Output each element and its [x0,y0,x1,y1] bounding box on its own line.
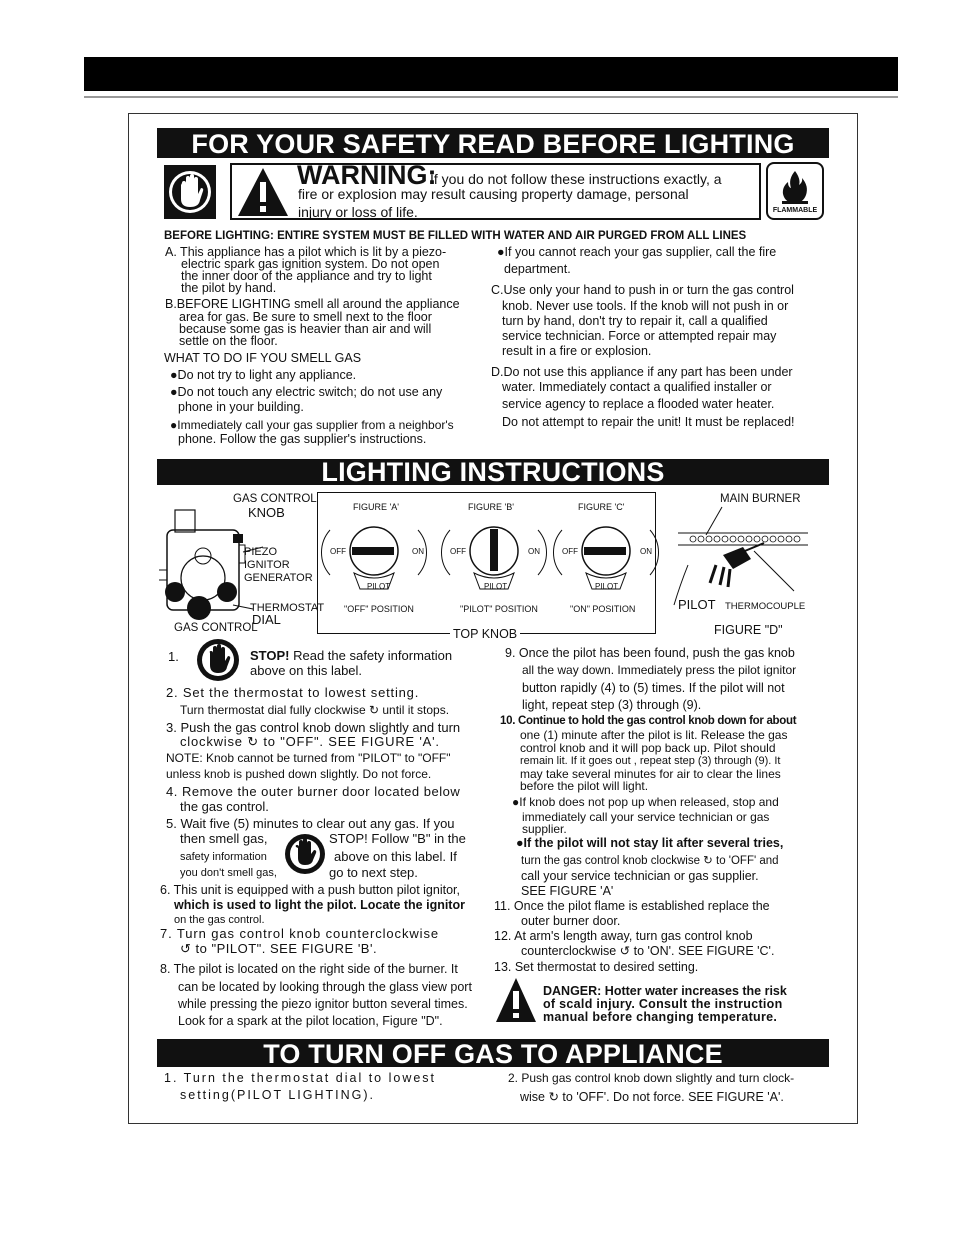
bullet-pilot-b: turn the gas control knob clockwise ↻ to 'OFF' and [521,855,779,867]
text-c-3: turn by hand, don't try to repair it, call a qualified [502,314,768,328]
step-1-text-a: Read the safety information [289,648,453,663]
step-9-text-b: all the way down. Immediately press the pilot ignitor [522,663,797,677]
smell-bullet-3b: phone. Follow the gas supplier's instructions. [178,432,427,446]
step-8-text-d: Look for a spark at the pilot location, Figure "D". [178,1014,443,1028]
step-9-text-a: 9. Once the pilot has been found, push the gas knob [505,646,795,660]
step-5-text-b: then smell gas, [180,831,268,846]
label-pilot: PILOT [678,597,716,612]
step-9-text-d: light, repeat step (3) through (9). [522,698,702,712]
text-a-3: the inner door of the appliance and try to light [181,269,432,283]
flammable-icon [766,162,824,220]
label-thermocouple: THERMOCOUPLE [725,601,806,612]
step-6-text-c: on the gas control. [174,914,265,926]
knob-a-off: OFF [330,547,346,556]
label-figure-c: FIGURE 'C' [578,502,625,512]
text-r-1b: department. [504,262,571,276]
warning-triangle-icon [236,166,290,218]
step-4-text-b: the gas control. [180,799,269,814]
step-6-text-b: which is used to light the pilot. Locate the ignitor [174,898,465,912]
label-main-burner: MAIN BURNER [720,493,801,505]
step-10-text-a: 10. Continue to hold the gas control knob down for about [500,715,797,727]
bullet-pilot-d: SEE FIGURE 'A' [521,884,614,898]
knob-b-off: OFF [450,547,466,556]
danger-triangle-icon [494,976,538,1024]
step-10-text-d: remain lit. If it goes out , repeat step (3) through (9). It [520,755,781,767]
knob-c-off: OFF [562,547,578,556]
bullet-knob-a: ●If knob does not pop up when released, stop and [512,795,779,809]
bullet-pilot-a: ●If the pilot will not stay lit after several tries, [516,836,784,850]
label-gas-control-knob-2: KNOB [248,505,285,520]
text-b-4: settle on the floor. [179,334,278,348]
label-thermostat-1: THERMOSTAT [250,602,325,614]
top-rule [84,96,898,98]
turn-off-step-2a: 2. Push gas control knob down slightly and turn clock- [508,1071,795,1085]
step-8-text-a: 8. The pilot is located on the right side of the burner. It [160,962,458,976]
knob-c-on: ON [640,547,652,556]
step-3-text-a: 3. Push the gas control knob down slightly and turn [166,720,461,735]
label-off-position: "OFF" POSITION [344,604,414,614]
label-piezo-2: IGNITOR [244,559,290,571]
knob-b-pilot: PILOT [484,582,508,591]
label-pilot-position: "PILOT" POSITION [460,604,538,614]
danger-line-2: of scald injury. Consult the instruction [543,997,783,1011]
text-a-1: A. This appliance has a pilot which is lit by a piezo- [165,245,447,259]
label-piezo-1: PIEZO [244,546,278,558]
text-d-4: Do not attempt to repair the unit! It must be replaced! [502,415,795,429]
step-5-text-f: you don't smell gas, [180,867,277,879]
text-b-3: because some gas is heavier than air and will [179,322,432,336]
text-d-2: water. Immediately contact a qualified installer or [502,380,772,394]
step-9-text-c: button rapidly (4) to (5) times. If the pilot will not [522,681,785,695]
step-8-text-c: while pressing the piezo ignitor button several times. [178,997,468,1011]
step-12-text-b: counterclockwise ↺ to 'ON'. SEE FIGURE 'C'. [521,944,775,958]
text-d-1: D.Do not use this appliance if any part has been under [491,365,793,379]
lighting-header: LIGHTING INSTRUCTIONS [157,459,829,485]
step-2-text-a: 2. Set the thermostat to lowest setting. [166,685,420,700]
smell-gas-heading: WHAT TO DO IF YOU SMELL GAS [164,351,362,365]
top-black-bar [84,57,898,91]
stop-hand-icon [164,165,216,219]
note-line-2: unless knob is pushed down slightly. Do not force. [166,767,432,781]
text-r-1a: ●If you cannot reach your gas supplier, call the fire [497,245,777,259]
warning-line-1: If you do not follow these instructions exactly, a [430,171,722,187]
warning-line-2: fire or explosion may result causing property damage, personal [298,186,689,202]
label-figure-d: FIGURE "D" [714,623,783,637]
step-5-text-a: 5. Wait five (5) minutes to clear out any gas. If you [166,816,455,831]
knob-c-pilot: PILOT [595,582,619,591]
label-top-knob: TOP KNOB [450,627,520,641]
label-on-position: "ON" POSITION [570,604,636,614]
text-a-4: the pilot by hand. [181,281,277,295]
step-7-text-a: 7. Turn gas control knob counterclockwise [160,926,439,941]
step-3-text-b: clockwise ↻ to "OFF". SEE FIGURE 'A'. [180,734,440,749]
text-c-1: C.Use only your hand to push in or turn the gas control [491,283,794,297]
label-gas-control-knob-1: GAS CONTROL [233,493,317,505]
warning-line-3: injury or loss of life. [298,204,418,220]
turn-off-header: TO TURN OFF GAS TO APPLIANCE [157,1039,829,1067]
stop-hand-icon-step5 [283,832,327,876]
knob-b-on: ON [528,547,540,556]
danger-line-3: manual before changing temperature. [543,1010,778,1024]
turn-off-step-1a: 1. Turn the thermostat dial to lowest [164,1071,437,1085]
bullet-knob-b: immediately call your service technician or gas [522,810,770,824]
knob-a-pilot: PILOT [367,582,391,591]
step-6-text-a: 6. This unit is equipped with a push button pilot ignitor, [160,883,460,897]
step-4-text-a: 4. Remove the outer burner door located below [166,784,461,799]
turn-off-step-1b: setting(PILOT LIGHTING). [180,1088,376,1102]
step-10-text-b: one (1) minute after the pilot is lit. Release the gas [520,728,788,742]
smell-bullet-2a: ●Do not touch any electric switch; do not use any [170,385,443,399]
step-10-text-c: control knob and it will pop back up. Pilot should [520,741,776,755]
step-1-stop: STOP! [250,648,290,663]
label-figure-b: FIGURE 'B' [468,502,514,512]
before-lighting-notice: BEFORE LIGHTING: ENTIRE SYSTEM MUST BE FILLED WITH WATER AND AIR PURGED FROM ALL LINES [164,230,747,242]
label-piezo-3: GENERATOR [244,572,313,584]
step-12-text-a: 12. At arm's length away, turn gas control knob [494,929,753,943]
note-line-1: NOTE: Knob cannot be turned from "PILOT" to "OFF" [166,751,451,765]
step-7-text-b: ↺ to "PILOT". SEE FIGURE 'B'. [180,941,378,956]
text-b-1: B.BEFORE LIGHTING smell all around the appliance [165,297,460,311]
smell-bullet-2b: phone in your building. [178,400,304,414]
step-11-text-b: outer burner door. [521,914,621,928]
smell-bullet-1: ●Do not try to light any appliance. [170,368,357,382]
step-10-text-f: before the pilot will light. [520,779,649,793]
step-11-text-a: 11. Once the pilot flame is established replace the [494,899,770,913]
text-d-3: service agency to replace a flooded water heater. [502,397,775,411]
step-8-text-b: can be located by looking through the glass view port [178,980,472,994]
text-b-2: area for gas. Be sure to smell next to the floor [179,310,432,324]
smell-bullet-3a: ●Immediately call your gas supplier from a neighbor's [170,418,454,432]
label-gas-control: GAS CONTROL [174,622,258,634]
text-c-4: service technician. Force or attempted repair may [502,329,777,343]
text-a-2: electric spark gas ignition system. Do not open [181,257,440,271]
label-figure-a: FIGURE 'A' [353,502,399,512]
step-5-text-d: safety information [180,851,267,863]
step-2-text-b: Turn thermostat dial fully clockwise ↻ until it stops. [180,703,450,717]
danger-line-1: DANGER: Hotter water increases the risk [543,984,787,998]
warning-title: WARNING: [297,160,437,190]
knob-a-on: ON [412,547,424,556]
step-5-text-c: STOP! Follow "B" in the [329,831,466,846]
step-1-number: 1. [168,649,179,664]
step-5-text-g: go to next step. [329,865,418,880]
safety-header: FOR YOUR SAFETY READ BEFORE LIGHTING [157,128,829,158]
text-c-2: knob. Never use tools. If the knob will not push in or [502,299,789,313]
turn-off-step-2b: wise ↻ to 'OFF'. Do not force. SEE FIGURE 'A'. [520,1090,784,1104]
flammable-label: FLAMMABLE [772,207,818,214]
step-10-text-e: may take several minutes for air to clear the lines [520,767,781,781]
label-thermostat-2: DIAL [252,612,281,627]
text-c-5: result in a fire or explosion. [502,344,652,358]
bullet-pilot-c: call your service technician or gas supplier. [521,869,759,883]
step-13-text: 13. Set thermostat to desired setting. [494,960,699,974]
bullet-knob-c: supplier. [522,822,567,836]
step-5-text-e: above on this label. If [334,849,457,864]
step-1-text-b: above on this label. [250,663,363,678]
stop-hand-icon-step1 [194,638,242,682]
